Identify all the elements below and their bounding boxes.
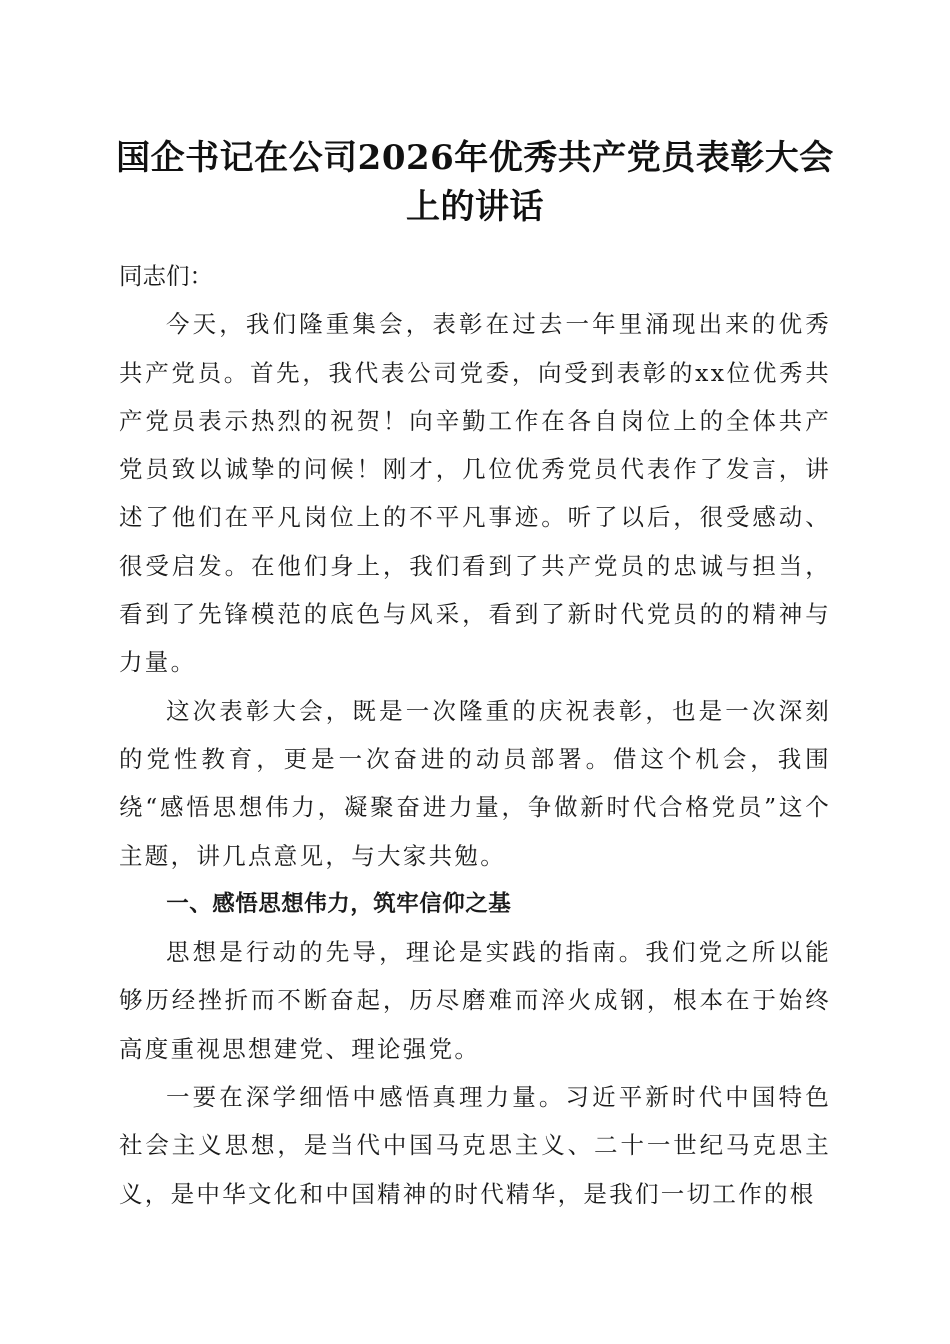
document-body (119, 252, 831, 1218)
paragraph-section-1-intro: 思想是行动的先导，理论是实践的指南。我们党之所以能够历经挫折而不断奋起，历尽磨难而淬火成钢，根本在于始终高度重视思想建党、理论强党。 (119, 938, 831, 1063)
document-title: 国企书记在公司2026年优秀共产党员表彰大会上的讲话 (116, 138, 834, 227)
section-heading-1: 一、感悟思想伟力，筑牢信仰之基 (166, 890, 512, 917)
paragraph-theme: 这次表彰大会，既是一次隆重的庆祝表彰，也是一次深刻的党性教育，更是一次奋进的动员部署。借这个机会，我围绕“感悟思想伟力，凝聚奋进力量，争做新时代合格党员”这个主题，讲几点意见，与大家共勉。 (119, 696, 831, 870)
paragraph-section-1-point-1: 一要在深学细悟中感悟真理力量。习近平新时代中国特色社会主义思想，是当代中国马克思主义、二十一世纪马克思主义，是中华文化和中国精神的时代精华，是我们一切工作的根 (119, 1083, 831, 1208)
salutation: 同志们： (119, 262, 213, 290)
paragraph-opening: 今天，我们隆重集会，表彰在过去一年里涌现出来的优秀共产党员。首先，我代表公司党委，向受到表彰的xx位优秀共产党员表示热烈的祝贺！向辛勤工作在各自岗位上的全体共产党员致以诚挚的问候！刚才，几位优秀党员代表作了发言，讲述了他们在平凡岗位上的不平凡事迹。听了以后，很受感动、很受启发。在他们身上，我们看到了共产党员的忠诚与担当，看到了先锋模范的底色与风采，看到了新时代党员的的精神与力量。 (119, 310, 831, 677)
